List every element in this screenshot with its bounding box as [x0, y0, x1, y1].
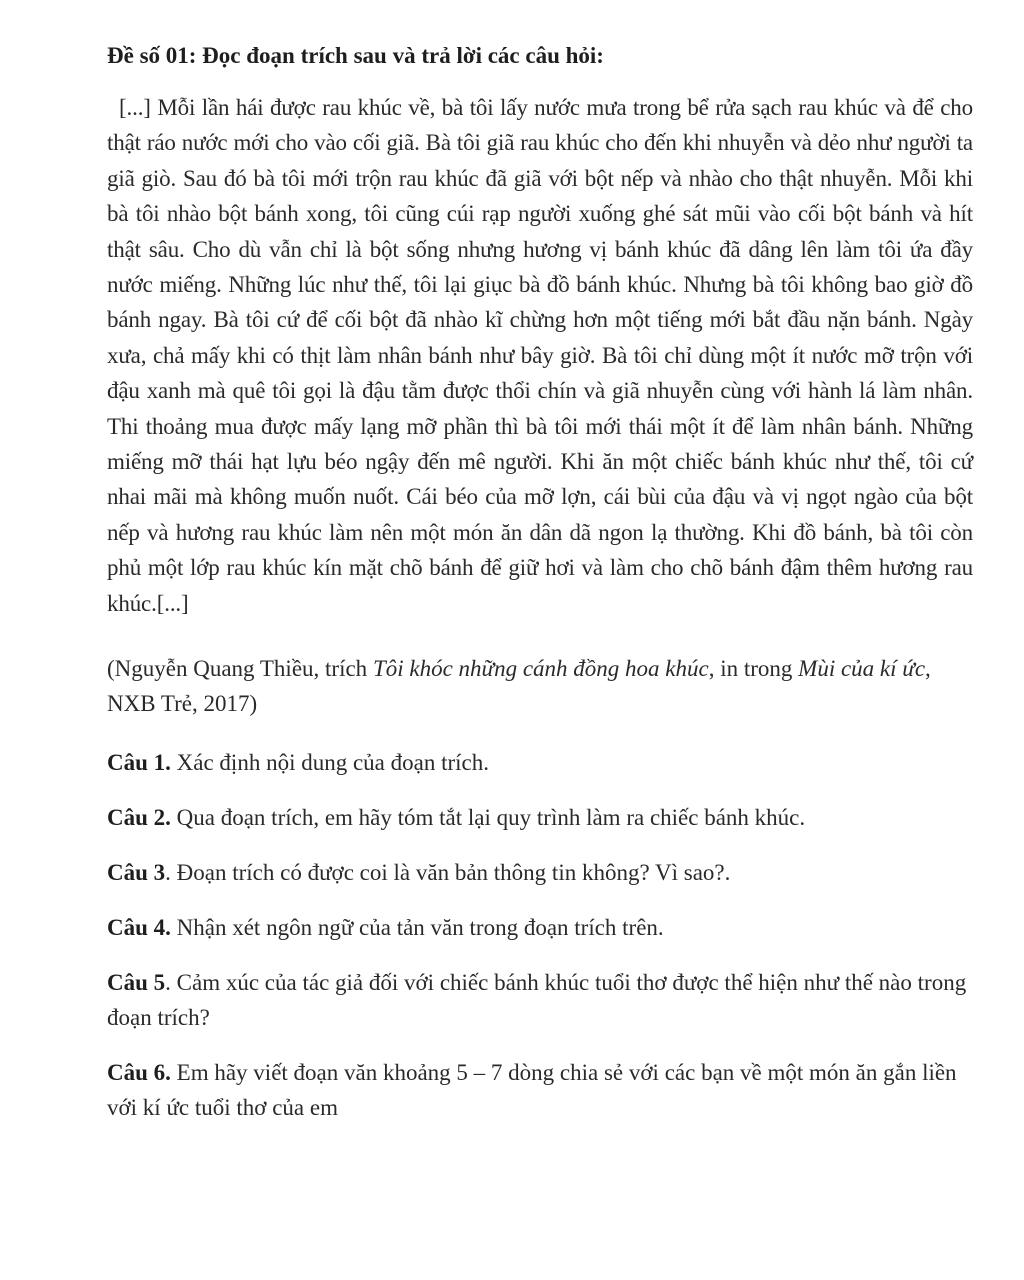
question-6	[107, 1055, 973, 1125]
question-5-label: Câu 5	[107, 970, 166, 996]
reading-passage: [...] Mỗi lần hái được rau khúc về, bà tôi lấy nước mưa trong bể rửa sạch rau khúc và để cho thật ráo nước mới cho vào cối giã. Bà tôi giã rau khúc cho đến khi nhuyễn và dẻo như người ta giã giò. Sau đó bà tôi mới trộn rau khúc đã giã với bột nếp và nhào cho thật nhuyễn. Mỗi khi bà tôi nhào bột bánh xong, tôi cũng cúi rạp người xuống ghé sát mũi vào cối bột bánh và hít thật sâu. Cho dù vẫn chỉ là bột sống nhưng hương vị bánh khúc đã dâng lên làm tôi ứa đầy nước miếng. Những lúc như thế, tôi lại giục bà đồ bánh khúc. Nhưng bà tôi không bao giờ đồ bánh ngay. Bà tôi cứ để cối bột đã nhào kĩ chừng hơn một tiếng mới bắt đầu nặn bánh. Ngày xưa, chả mấy khi có thịt làm nhân bánh như bây giờ. Bà tôi chỉ dùng một ít nước mỡ trộn với đậu xanh mà quê tôi gọi là đậu tằm được thổi chín và giã nhuyễn cùng với hành lá làm nhân. Thi thoảng mua được mấy lạng mỡ phần thì bà tôi mới thái một ít để làm nhân bánh. Những miếng mỡ thái hạt lựu béo ngậy đến mê người. Khi ăn một chiếc bánh khúc như thế, tôi cứ nhai mãi mà không muốn nuốt. Cái béo của mỡ lợn, cái bùi của đậu và vị ngọt ngào của bột nếp và hương rau khúc làm nên một món ăn dân dã ngon lạ thường. Khi đồ bánh, bà tôi còn phủ một lớp rau khúc kín mặt chõ bánh để giữ hơi và làm cho chõ bánh đậm thêm hương rau khúc.[...]	[107, 95, 973, 616]
source-book: Mùi của kí ức	[798, 656, 926, 682]
question-2-label: Câu 2.	[107, 805, 171, 831]
question-5-text: . Cảm xúc của tác giả đối với chiếc bánh khúc tuổi thơ được thể hiện như thế nào trong đoạn trích?	[107, 970, 967, 1031]
question-5	[107, 965, 973, 1035]
question-1	[107, 745, 973, 780]
source-suffix: , NXB Trẻ, 2017)	[107, 656, 931, 717]
question-2	[107, 800, 973, 835]
source-middle: , in trong	[708, 656, 799, 682]
question-6-label: Câu 6.	[107, 1060, 171, 1086]
question-3-text: . Đoạn trích có được coi là văn bản thông tin không? Vì sao?.	[165, 860, 731, 886]
question-1-text: Xác định nội dung của đoạn trích.	[170, 750, 489, 776]
question-6-text: Em hãy viết đoạn văn khoảng 5 – 7 dòng chia sẻ với các bạn về một món ăn gắn liền với kí ức tuổi thơ của em	[107, 1060, 957, 1121]
source-citation	[107, 651, 973, 721]
source-title: Tôi khóc những cánh đồng hoa khúc	[372, 656, 709, 682]
question-3	[107, 855, 973, 890]
document-page	[107, 40, 973, 1125]
question-1-label: Câu 1.	[107, 750, 171, 776]
question-2-text: Qua đoạn trích, em hãy tóm tắt lại quy trình làm ra chiếc bánh khúc.	[170, 805, 806, 831]
question-4	[107, 910, 973, 945]
question-4-label: Câu 4.	[107, 915, 171, 941]
exam-heading: Đề số 01: Đọc đoạn trích sau và trả lời các câu hỏi:	[107, 43, 604, 68]
source-prefix: (Nguyễn Quang Thiều, trích	[107, 656, 373, 682]
question-4-text: Nhận xét ngôn ngữ của tản văn trong đoạn trích trên.	[170, 915, 664, 941]
question-3-label: Câu 3	[107, 860, 166, 886]
